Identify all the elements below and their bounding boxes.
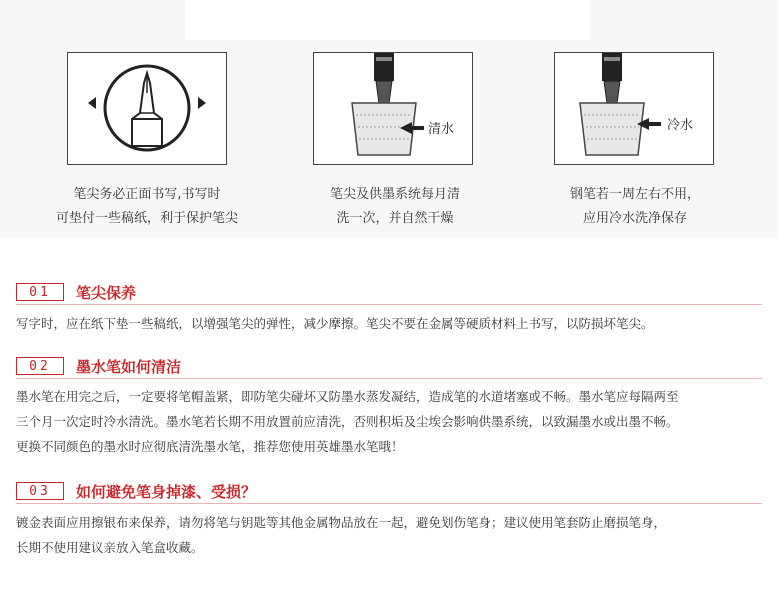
caption-cold-water bbox=[540, 183, 730, 231]
pen-in-cup-icon bbox=[314, 53, 472, 164]
section-header-01 bbox=[16, 281, 136, 303]
caption-clear-water bbox=[290, 183, 500, 231]
pen-in-cold-water-icon bbox=[555, 53, 713, 164]
body-line: 长期不使用建议亲放入笔盒收藏。 bbox=[16, 540, 204, 555]
body-line: 墨水笔在用完之后，一定要将笔帽盖紧，即防笔尖碰坏又防墨水蒸发凝结，造成笔的水道堵塞或不畅。墨水笔应每隔两至 bbox=[16, 389, 679, 404]
section-title: 如何避免笔身掉漆、受损？ bbox=[76, 482, 257, 501]
section-number: 01 bbox=[16, 283, 64, 301]
section-divider bbox=[16, 304, 762, 305]
section-title: 笔尖保养 bbox=[76, 283, 137, 302]
section-body-01 bbox=[16, 311, 768, 336]
section-divider bbox=[16, 378, 762, 379]
banner-top-strip bbox=[185, 0, 590, 40]
pen-nib-icon bbox=[68, 53, 226, 164]
cold-water-illustration bbox=[554, 52, 714, 165]
section-title: 墨水笔如何清洁 bbox=[76, 357, 182, 376]
body-line: 镀金表面应用擦银布来保养，请勿将笔与钥匙等其他金属物品放在一起，避免划伤笔身；建议使用笔套防止磨损笔身， bbox=[16, 515, 667, 530]
section-body-02 bbox=[16, 384, 768, 459]
body-line: 更换不同颜色的墨水时应彻底清洗墨水笔，推荐您使用英雄墨水笔哦！ bbox=[16, 439, 404, 454]
nib-writing-illustration bbox=[67, 52, 227, 165]
caption-line: 可垫付一些稿纸，利于保护笔尖 bbox=[55, 211, 238, 226]
section-number: 02 bbox=[16, 357, 64, 375]
section-number: 03 bbox=[16, 482, 64, 500]
body-line: 写字时，应在纸下垫一些稿纸，以增强笔尖的弹性，减少摩擦。笔尖不要在金属等硬质材料上书写，以防损坏笔尖。 bbox=[16, 316, 654, 331]
body-line: 三个月一次定时冷水清洗。墨水笔若长期不用放置前应清洗，否则积垢及尘埃会影响供墨系统，以致漏墨水或出墨不畅。 bbox=[16, 414, 679, 429]
caption-line: 笔尖及供墨系统每月清 bbox=[329, 187, 460, 202]
caption-line: 洗一次，并自然干燥 bbox=[336, 211, 454, 226]
section-header-03 bbox=[16, 480, 256, 502]
clear-water-label: 清水 bbox=[428, 122, 455, 137]
section-header-02 bbox=[16, 355, 181, 377]
caption-line: 应用冷水洗净保存 bbox=[582, 211, 687, 226]
caption-nib bbox=[37, 183, 257, 231]
section-body-03 bbox=[16, 510, 768, 560]
caption-line: 钢笔若一周左右不用， bbox=[569, 187, 700, 202]
caption-line: 笔尖务必正面书写,书写时 bbox=[73, 187, 221, 202]
section-divider bbox=[16, 503, 762, 504]
clear-water-illustration bbox=[313, 52, 473, 165]
cold-water-label: 冷水 bbox=[667, 118, 694, 133]
